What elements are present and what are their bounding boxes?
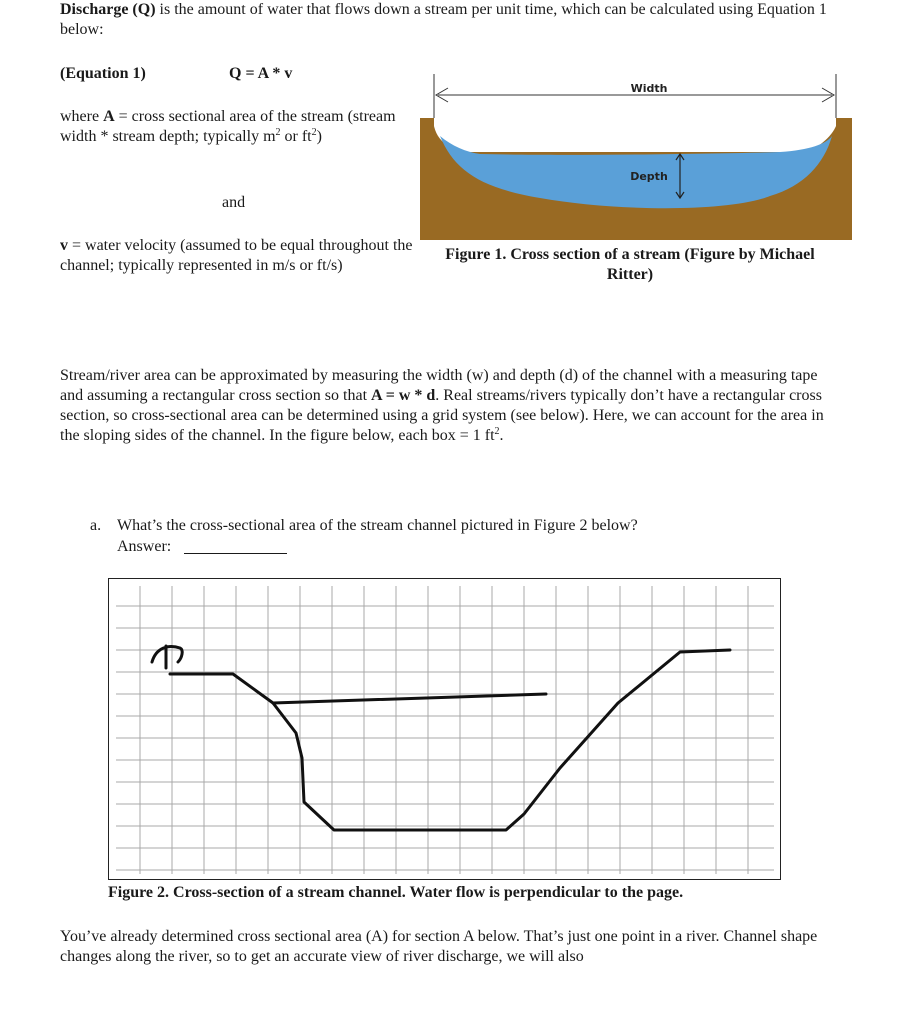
- area-definition-text: = cross sectional area of the stream (stream width * stream depth; typically m: [60, 108, 396, 145]
- figure-2-svg: [108, 578, 781, 880]
- intro-paragraph: [60, 0, 840, 40]
- para2-text-3: .: [499, 427, 504, 444]
- area-definition: [60, 107, 410, 147]
- closing-paragraph: You’ve already determined cross sectional area (A) for section A below. That’s just one point in a river. Channel shape changes along the river, so to get an accurate view of river discharge, we will also: [60, 928, 818, 965]
- question-text: What’s the cross-sectional area of the stream channel pictured in Figure 2 below?: [117, 517, 638, 534]
- where-prefix: where: [60, 108, 104, 125]
- area-explanation-paragraph: [60, 366, 835, 446]
- equation-label: (Equation 1): [60, 65, 146, 82]
- para2-text-1: Stream/river area can be approximated by measuring the width (w) and depth (d) of the channel with a measuring tape and assuming a rectangular cross section so that: [60, 367, 818, 404]
- figure-1-svg: [420, 74, 852, 240]
- answer-label: Answer:: [117, 538, 172, 555]
- question-marker: a.: [90, 517, 102, 534]
- area-unit-sup-2: 2: [311, 127, 317, 138]
- width-label: Width: [630, 82, 668, 95]
- intro-text: is the amount of water that flows down a stream per unit time, which can be calculated using Equation 1 below:: [60, 1, 827, 38]
- equation-formula: Q = A * v: [229, 65, 293, 82]
- area-definition-end: ): [316, 128, 322, 145]
- answer-blank[interactable]: [184, 553, 287, 554]
- para2-text-2: . Real streams/rivers typically don’t have a rectangular cross section, so cross-sectional area can be determined using a grid system (see below). Here, we can account for the area in the sloping sides of the channel. In the figure below, each box = 1 ft: [60, 387, 824, 444]
- area-unit-sup-1: 2: [275, 127, 281, 138]
- figure-2-caption: Figure 2. Cross-section of a stream channel. Water flow is perpendicular to the page.: [108, 884, 684, 901]
- para2-formula: A = w * d: [371, 387, 436, 404]
- velocity-variable: v: [60, 237, 68, 254]
- depth-label: Depth: [630, 170, 668, 183]
- velocity-definition: [60, 236, 430, 276]
- area-variable: A: [103, 108, 115, 125]
- para2-sup: 2: [494, 426, 500, 437]
- figure-1-caption: Figure 1. Cross section of a stream (Figure by Michael Ritter): [445, 246, 815, 283]
- area-definition-mid: or ft: [280, 128, 312, 145]
- velocity-definition-text: = water velocity (assumed to be equal throughout the channel; typically represented in m/s or ft/s): [60, 237, 413, 274]
- figure-1-stream-cross-section: [420, 74, 852, 240]
- figure-2-grid-channel: [108, 578, 781, 880]
- figure-2-border: [109, 579, 781, 880]
- discharge-term: Discharge (Q): [60, 1, 156, 18]
- and-text: and: [222, 194, 246, 211]
